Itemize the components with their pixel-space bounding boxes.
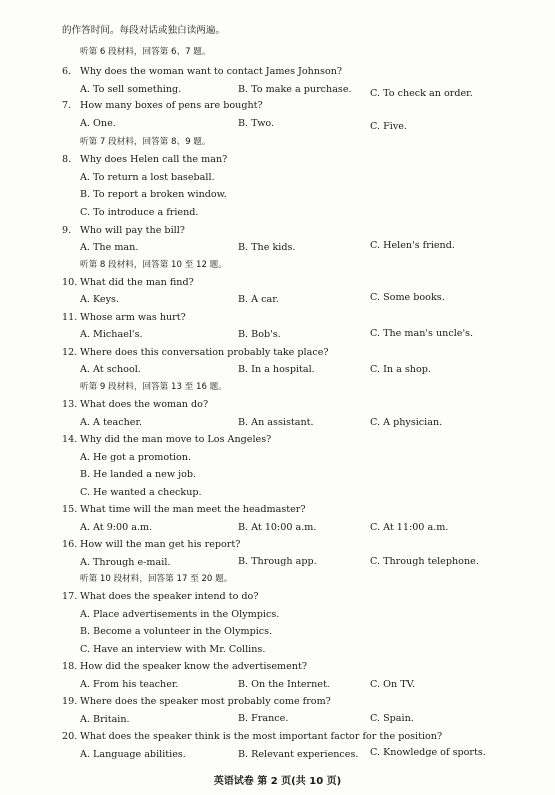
question-stem: How many boxes of pens are bought? [80,100,263,111]
option-b: B. Relevant experiences. [238,749,359,760]
option-a: A. He got a promotion. [80,452,192,463]
question-number: 10. [62,277,78,288]
option-c: C. Spain. [370,713,414,724]
option-a: A. One. [80,118,116,129]
option-b: B. An assistant. [238,417,314,428]
question-number: 18. [62,661,78,672]
question-number: 9. [62,225,72,236]
option-c: C. In a shop. [370,364,431,375]
question-stem: Why does the woman want to contact James Johnson? [80,66,343,77]
option-c: C. Five. [370,121,407,132]
section-header: 听第 10 段材料，回答第 17 至 20 题。 [80,574,233,584]
question-stem: How did the speaker know the advertisement? [80,661,307,672]
option-c: C. On TV. [370,679,415,690]
question-number: 11. [62,312,78,323]
option-a: A. From his teacher. [80,679,179,690]
option-b: B. To make a purchase. [238,84,352,95]
option-a: A. A teacher. [80,417,143,428]
option-a: A. At school. [80,364,141,375]
question-stem: Whose arm was hurt? [80,312,186,323]
question-number: 14. [62,434,78,445]
intro-text: 的作答时间。每段对话或独白读两遍。 [62,25,226,36]
section-header: 听第 7 段材料，回答第 8、9 题。 [80,137,211,147]
question-number: 17. [62,591,78,602]
option-a: A. At 9:00 a.m. [80,522,153,533]
option-c: C. At 11:00 a.m. [370,522,449,533]
option-b: B. In a hospital. [238,364,315,375]
question-stem: What does the speaker think is the most important factor for the position? [80,731,443,742]
question-number: 16. [62,539,78,550]
option-c: C. He wanted a checkup. [80,487,202,498]
question-number: 20. [62,731,78,742]
option-a: A. Through e-mail. [80,557,171,568]
question-number: 19. [62,696,78,707]
page-footer: 英语试卷 第 2 页(共 10 页) [213,776,342,787]
question-number: 13. [62,399,78,410]
question-stem: Where does the speaker most probably come from? [80,696,331,707]
option-b: B. To report a broken window. [80,189,227,200]
option-c: C. To check an order. [370,88,473,99]
option-a: A. Michael's. [80,329,143,340]
question-number: 6. [62,66,72,77]
question-stem: Why did the man move to Los Angeles? [80,434,272,445]
option-b: B. He landed a new job. [80,469,197,480]
option-b: B. Through app. [238,556,317,567]
question-stem: How will the man get his report? [80,539,241,550]
option-c: C. The man's uncle's. [370,328,474,339]
option-b: B. France. [238,713,289,724]
option-c: C. Have an interview with Mr. Collins. [80,644,266,655]
option-a: A. To return a lost baseball. [80,172,215,183]
question-stem: Where does this conversation probably take place? [80,347,329,358]
option-b: B. A car. [238,294,279,305]
option-a: A. Language abilities. [80,749,186,760]
option-c: C. A physician. [370,417,443,428]
option-a: A. Britain. [80,714,130,725]
option-c: C. To introduce a friend. [80,207,199,218]
option-c: C. Knowledge of sports. [370,747,486,758]
option-b: B. On the Internet. [238,679,330,690]
question-stem: Why does Helen call the man? [80,154,228,165]
option-a: A. To sell something. [80,84,182,95]
option-a: A. Keys. [80,294,120,305]
option-c: C. Some books. [370,292,445,303]
question-number: 7. [62,100,72,111]
section-header: 听第 8 段材料，回答第 10 至 12 题。 [80,260,227,270]
option-b: B. The kids. [238,242,296,253]
section-header: 听第 9 段材料，回答第 13 至 16 题。 [80,382,227,392]
option-c: C. Helen's friend. [370,240,455,251]
option-a: A. The man. [80,242,139,253]
section-header: 听第 6 段材料，回答第 6、7 题。 [80,47,211,57]
option-a: A. Place advertisements in the Olympics. [80,609,280,620]
question-stem: What time will the man meet the headmaster? [80,504,306,515]
question-stem: What does the speaker intend to do? [80,591,259,602]
question-stem: Who will pay the bill? [80,225,185,236]
question-number: 15. [62,504,78,515]
option-b: B. Bob's. [238,329,281,340]
question-number: 12. [62,347,78,358]
option-c: C. Through telephone. [370,556,479,567]
question-number: 8. [62,154,72,165]
option-b: B. Two. [238,118,275,129]
question-stem: What did the man find? [80,277,194,288]
question-stem: What does the woman do? [80,399,209,410]
option-b: B. Become a volunteer in the Olympics. [80,626,273,637]
option-b: B. At 10:00 a.m. [238,522,317,533]
